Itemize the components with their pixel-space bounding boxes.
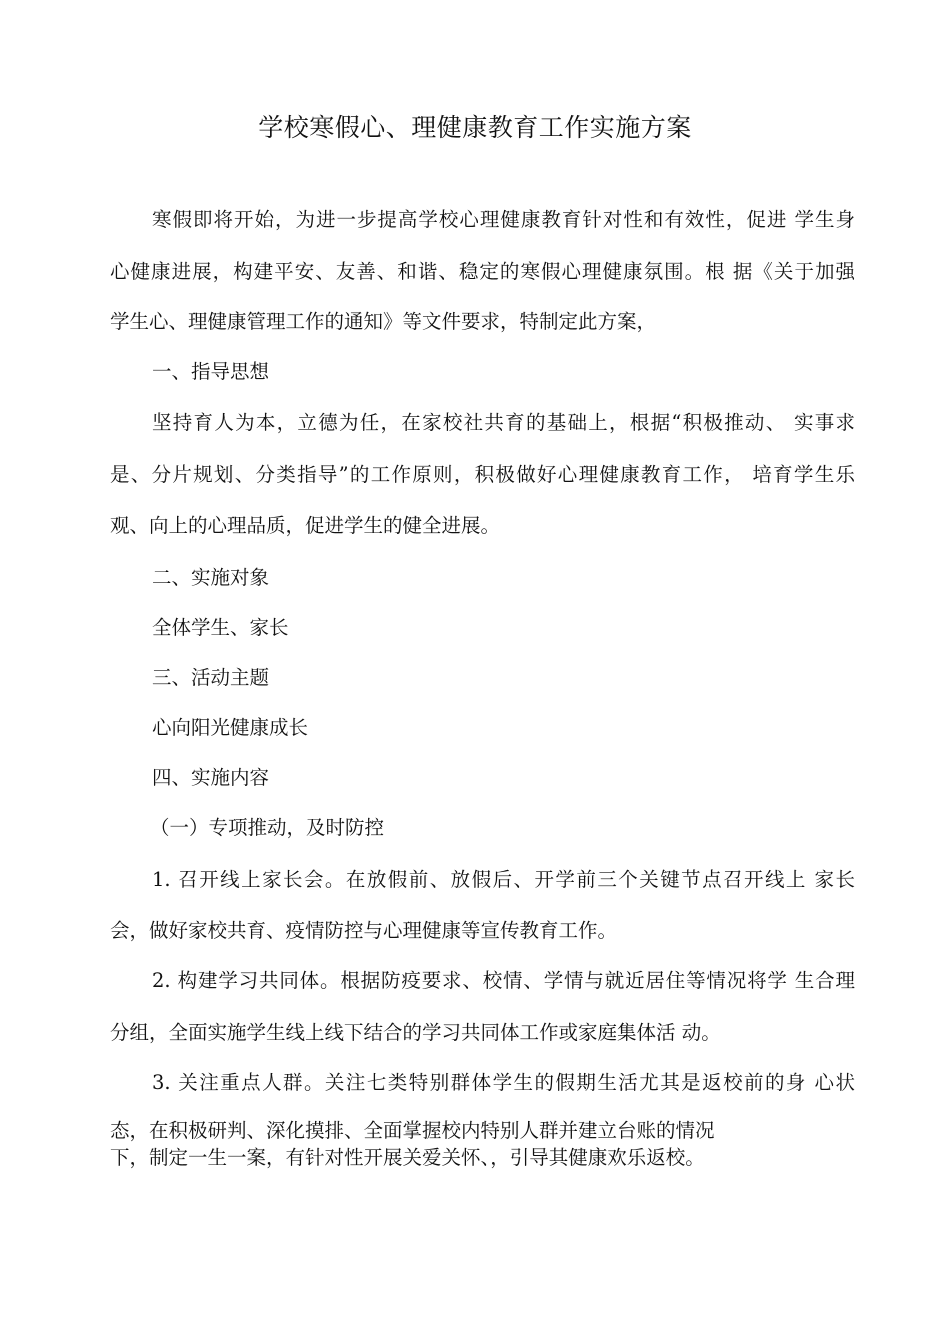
paragraph-line: 下，制定一生一案，有针对性开展关爱关怀、，引导其健康欢乐返校。 [110, 1146, 705, 1169]
paragraph-line: 心健康进展，构建平安、友善、和谐、稳定的寒假心理健康氛围。根 据《关于加强 [110, 260, 855, 283]
paragraph-line: 观、向上的心理品质，促进学生的健全进展。 [110, 514, 501, 537]
section-heading: 四、实施内容 [152, 766, 270, 789]
paragraph-line: 3. 关注重点人群。关注七类特别群体学生的假期生活尤其是返校前的身 心状 [152, 1071, 855, 1094]
paragraph-line: 坚持育人为本，立德为任，在家校社共育的基础上，根据“积极推动、 实事求 [152, 411, 855, 434]
paragraph-line: 1. 召开线上家长会。在放假前、放假后、开学前三个关键节点召开线上 家长 [152, 868, 855, 891]
paragraph-line: 全体学生、家长 [152, 616, 289, 639]
document-title: 学校寒假心、理健康教育工作实施方案 [258, 113, 692, 142]
section-heading: 一、指导思想 [152, 360, 270, 383]
paragraph-line: 2. 构建学习共同体。根据防疫要求、校情、学情与就近居住等情况将学 生合理 [152, 969, 855, 992]
paragraph-line: 是、分片规划、分类指导”的工作原则，积极做好心理健康教育工作， 培育学生乐 [110, 463, 855, 486]
subsection-heading: （一）专项推动，及时防控 [150, 816, 385, 839]
section-heading: 二、实施对象 [152, 566, 270, 589]
paragraph-line: 态，在积极研判、深化摸排、全面掌握校内特别人群并建立台账的情况 [110, 1119, 715, 1142]
paragraph-line: 寒假即将开始，为进一步提高学校心理健康教育针对性和有效性，促进 学生身 [152, 208, 855, 231]
paragraph-line: 心向阳光健康成长 [152, 716, 309, 739]
paragraph-line: 分组，全面实施学生线上线下结合的学习共同体工作或家庭集体活 动。 [110, 1021, 721, 1044]
paragraph-line: 学生心、理健康管理工作的通知》等文件要求，特制定此方案， [110, 310, 657, 333]
section-heading: 三、活动主题 [152, 666, 270, 689]
paragraph-line: 会，做好家校共育、疫情防控与心理健康等宣传教育工作。 [110, 919, 618, 942]
